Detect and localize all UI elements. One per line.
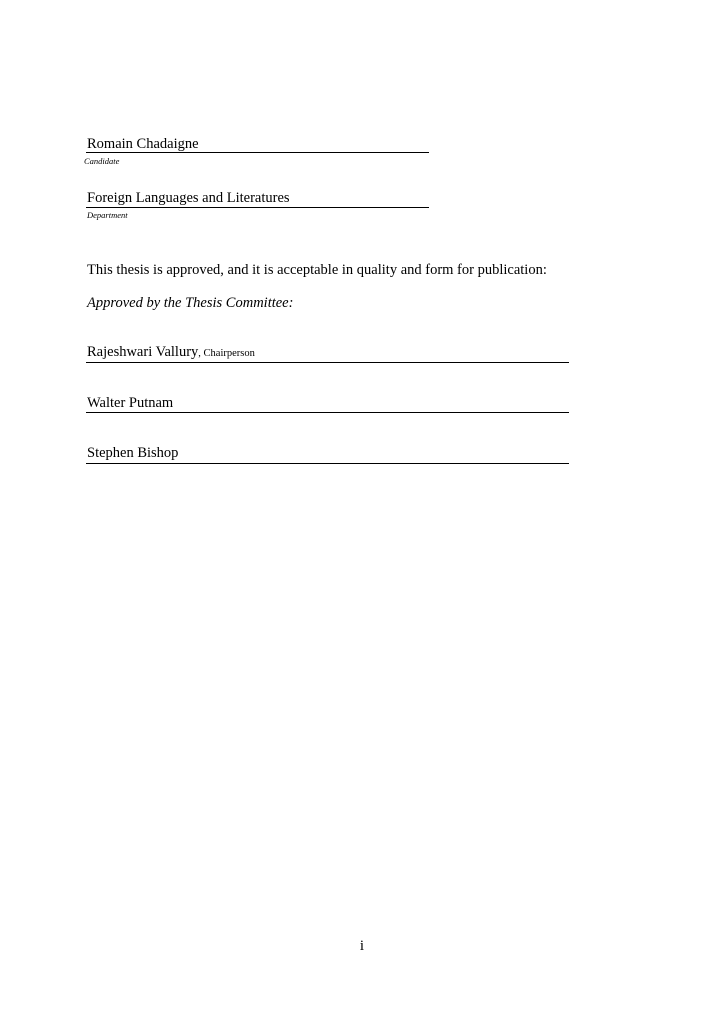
approval-statement: This thesis is approved, and it is acceptable in quality and form for publication: [87,262,547,278]
committee-member-3 [87,445,178,463]
department-name: Foreign Languages and Literatures [87,190,290,206]
committee-member-2-signature-line [86,412,569,413]
committee-member-2 [87,395,173,413]
department-caption: Department [87,210,128,220]
candidate-caption: Candidate [84,156,120,166]
committee-member-2-name: Walter Putnam [87,395,174,411]
committee-member-1-role: , Chairperson [198,348,255,359]
department-signature-line [86,207,429,208]
candidate-signature-line [86,152,429,153]
page-number: i [359,938,365,954]
committee-heading: Approved by the Thesis Committee: [87,295,294,311]
committee-member-3-signature-line [86,463,569,464]
committee-member-1-signature-line [86,362,569,363]
committee-member-3-name: Stephen Bishop [87,445,179,461]
committee-member-1 [87,344,255,362]
candidate-name: Romain Chadaigne [87,136,199,152]
committee-member-1-name: Rajeshwari Vallury [87,344,199,360]
